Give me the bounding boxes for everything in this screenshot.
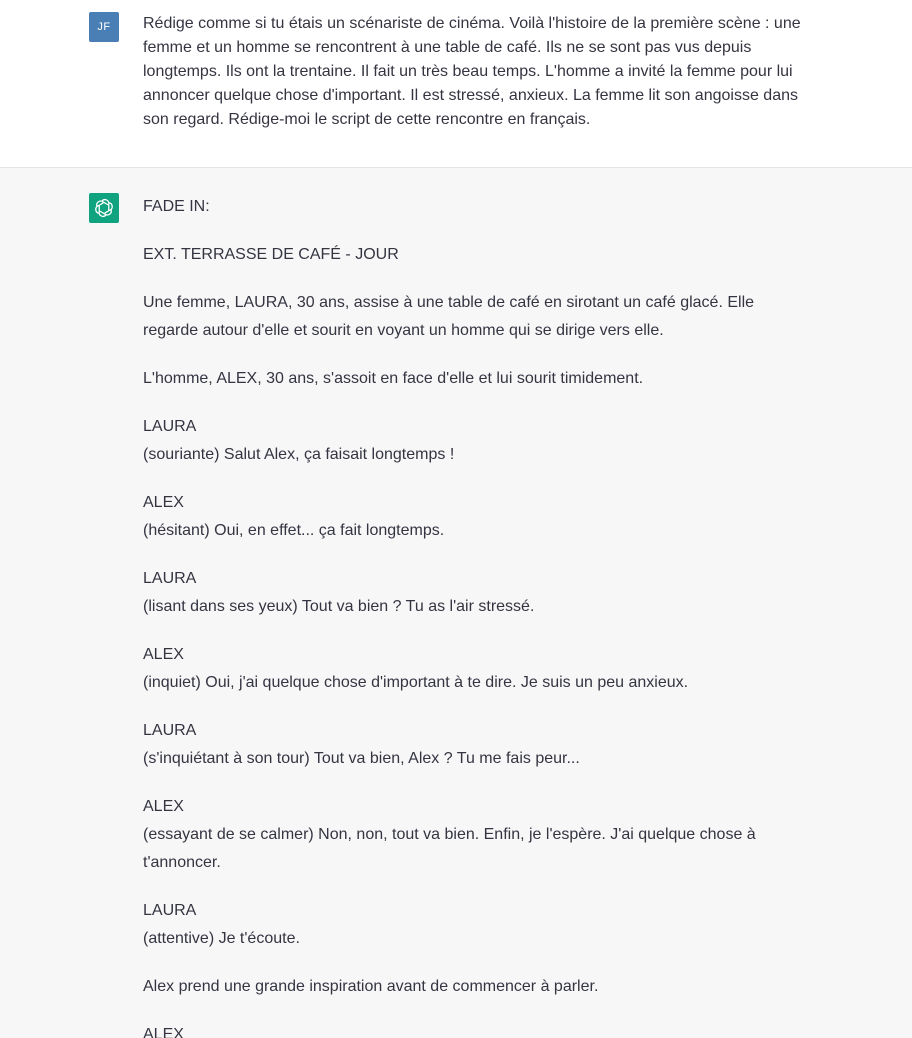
script-line: LAURA (143, 902, 197, 919)
script-line: (hésitant) Oui, en effet... ça fait longtemps. (143, 522, 445, 539)
assistant-message (0, 168, 912, 1038)
openai-logo-icon (89, 193, 119, 223)
user-message (0, 0, 912, 168)
user-message-text[interactable]: Rédige comme si tu étais un scénariste de cinéma. Voilà l'histoire de la première scène : une femme et un homme se rencontrent à une table de café. Ils ne se sont pas vus depuis longtemps. Ils ont la trentaine. Il fait un très beau temps. L'homme a invité la femme pour lui annoncer quelque chose d'important. Il est stressé, anxieux. La femme lit son angoisse dans son regard. Rédige-moi le script de cette rencontre en français. (143, 15, 801, 128)
script-line: regarde autour d'elle et sourit en voyant un homme qui se dirige vers elle. (143, 322, 664, 339)
script-line: ALEX (143, 494, 184, 511)
script-line: Alex prend une grande inspiration avant de commencer à parler. (143, 978, 599, 995)
script-line: t'annoncer. (143, 854, 221, 871)
script-line: (souriante) Salut Alex, ça faisait longtemps ! (143, 446, 455, 463)
script-line: (lisant dans ses yeux) Tout va bien ? Tu as l'air stressé. (143, 598, 535, 615)
script-line: Une femme, LAURA, 30 ans, assise à une table de café en sirotant un café glacé. Elle (143, 294, 755, 311)
script-line: (inquiet) Oui, j'ai quelque chose d'important à te dire. Je suis un peu anxieux. (143, 674, 689, 691)
script-line: FADE IN: (143, 198, 210, 215)
script-line: LAURA (143, 722, 197, 739)
script-line: L'homme, ALEX, 30 ans, s'assoit en face d'elle et lui sourit timidement. (143, 370, 644, 387)
script-line: ALEX (143, 798, 184, 815)
script-line: (attentive) Je t'écoute. (143, 930, 300, 947)
script-line: (essayant de se calmer) Non, non, tout va bien. Enfin, je l'espère. J'ai quelque chose à (143, 826, 756, 843)
script-line: ALEX (143, 646, 184, 663)
script-line: (s'inquiétant à son tour) Tout va bien, Alex ? Tu me fais peur... (143, 750, 580, 767)
script-line: LAURA (143, 418, 197, 435)
script-line: ALEX (143, 1026, 184, 1038)
script-line: LAURA (143, 570, 197, 587)
script-line: EXT. TERRASSE DE CAFÉ - JOUR (143, 246, 399, 263)
user-avatar: JF (89, 12, 119, 42)
